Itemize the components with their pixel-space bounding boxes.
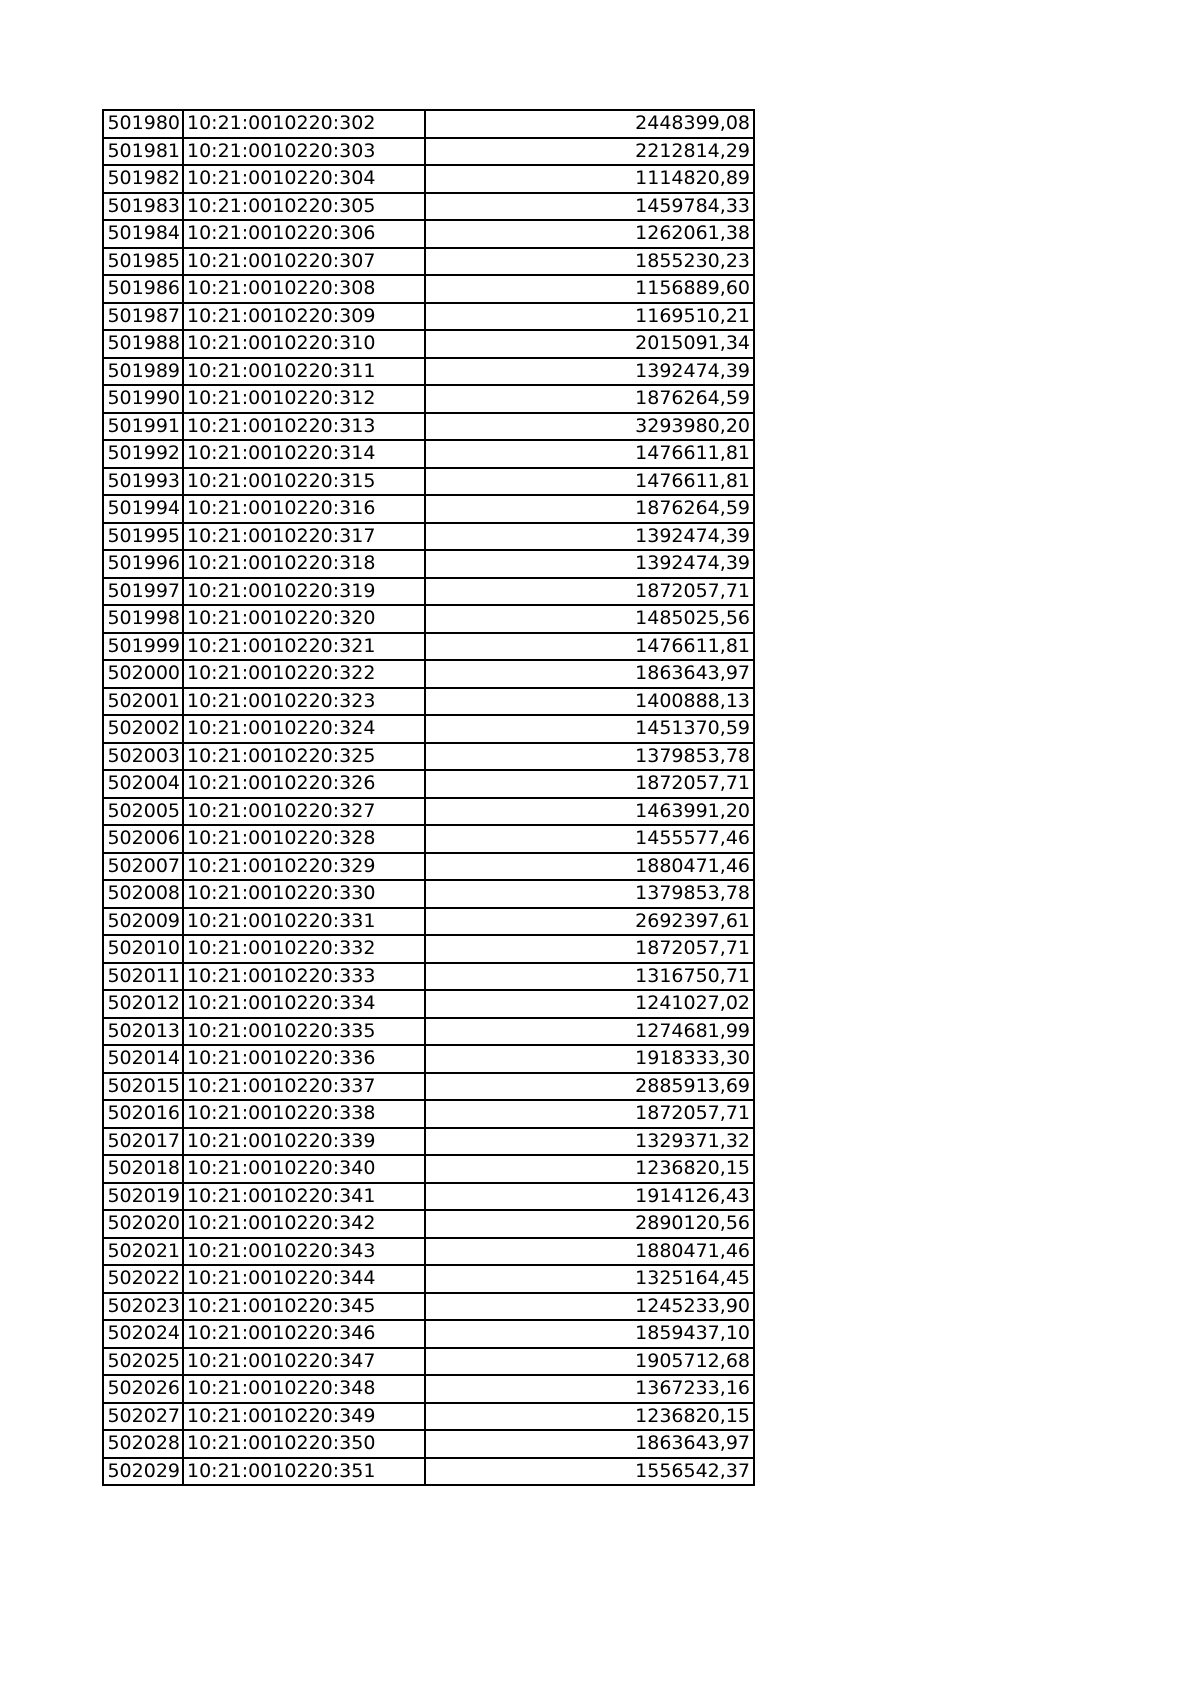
value-cell: 1876264,59: [425, 495, 754, 523]
table-row: [103, 1375, 754, 1403]
cadastral-number-cell: 10:21:0010220:313: [183, 413, 425, 441]
cadastral-number-cell: 10:21:0010220:329: [183, 853, 425, 881]
row-number-cell: 502026: [103, 1375, 183, 1403]
row-number-cell: 502007: [103, 853, 183, 881]
cadastral-number-cell: 10:21:0010220:314: [183, 440, 425, 468]
cadastral-number-cell: 10:21:0010220:350: [183, 1430, 425, 1458]
value-cell: 1316750,71: [425, 963, 754, 991]
cadastral-number-cell: 10:21:0010220:332: [183, 935, 425, 963]
value-cell: 1872057,71: [425, 578, 754, 606]
cadastral-number-cell: 10:21:0010220:326: [183, 770, 425, 798]
table-row: [103, 1320, 754, 1348]
value-cell: 1274681,99: [425, 1018, 754, 1046]
row-number-cell: 502006: [103, 825, 183, 853]
table-row: [103, 248, 754, 276]
table-row: [103, 1238, 754, 1266]
row-number-cell: 502025: [103, 1348, 183, 1376]
cadastral-number-cell: 10:21:0010220:317: [183, 523, 425, 551]
table-row: [103, 1458, 754, 1486]
table-row: [103, 385, 754, 413]
cadastral-number-cell: 10:21:0010220:324: [183, 715, 425, 743]
cadastral-number-cell: 10:21:0010220:349: [183, 1403, 425, 1431]
value-cell: 1392474,39: [425, 550, 754, 578]
cadastral-number-cell: 10:21:0010220:339: [183, 1128, 425, 1156]
row-number-cell: 501995: [103, 523, 183, 551]
cadastral-number-cell: 10:21:0010220:333: [183, 963, 425, 991]
row-number-cell: 501989: [103, 358, 183, 386]
table-row: [103, 330, 754, 358]
row-number-cell: 502020: [103, 1210, 183, 1238]
value-cell: 1455577,46: [425, 825, 754, 853]
value-cell: 1914126,43: [425, 1183, 754, 1211]
cadastral-number-cell: 10:21:0010220:315: [183, 468, 425, 496]
cadastral-number-cell: 10:21:0010220:302: [183, 110, 425, 138]
table-row: [103, 468, 754, 496]
table-row: [103, 110, 754, 138]
value-cell: 1476611,81: [425, 468, 754, 496]
value-cell: 1863643,97: [425, 1430, 754, 1458]
cadastral-number-cell: 10:21:0010220:307: [183, 248, 425, 276]
cadastral-number-cell: 10:21:0010220:343: [183, 1238, 425, 1266]
table-row: [103, 440, 754, 468]
table-row: [103, 1073, 754, 1101]
cadastral-number-cell: 10:21:0010220:337: [183, 1073, 425, 1101]
table-row: [103, 1018, 754, 1046]
value-cell: 1325164,45: [425, 1265, 754, 1293]
row-number-cell: 501990: [103, 385, 183, 413]
row-number-cell: 502001: [103, 688, 183, 716]
value-cell: 1245233,90: [425, 1293, 754, 1321]
row-number-cell: 501991: [103, 413, 183, 441]
table-row: [103, 1430, 754, 1458]
cadastral-number-cell: 10:21:0010220:335: [183, 1018, 425, 1046]
value-cell: 1379853,78: [425, 743, 754, 771]
cadastral-number-cell: 10:21:0010220:303: [183, 138, 425, 166]
table-row: [103, 798, 754, 826]
cadastral-number-cell: 10:21:0010220:328: [183, 825, 425, 853]
row-number-cell: 501997: [103, 578, 183, 606]
value-cell: 1156889,60: [425, 275, 754, 303]
row-number-cell: 502019: [103, 1183, 183, 1211]
value-cell: 1880471,46: [425, 1238, 754, 1266]
row-number-cell: 502017: [103, 1128, 183, 1156]
table-row: [103, 605, 754, 633]
table-row: [103, 770, 754, 798]
cadastral-number-cell: 10:21:0010220:341: [183, 1183, 425, 1211]
cadastral-number-cell: 10:21:0010220:321: [183, 633, 425, 661]
cadastral-number-cell: 10:21:0010220:304: [183, 165, 425, 193]
row-number-cell: 502022: [103, 1265, 183, 1293]
table-row: [103, 1128, 754, 1156]
value-cell: 1169510,21: [425, 303, 754, 331]
cadastral-number-cell: 10:21:0010220:351: [183, 1458, 425, 1486]
cadastral-number-cell: 10:21:0010220:334: [183, 990, 425, 1018]
table-row: [103, 825, 754, 853]
table-row: [103, 1265, 754, 1293]
cadastral-number-cell: 10:21:0010220:340: [183, 1155, 425, 1183]
table-row: [103, 715, 754, 743]
row-number-cell: 502021: [103, 1238, 183, 1266]
cadastral-number-cell: 10:21:0010220:310: [183, 330, 425, 358]
row-number-cell: 501985: [103, 248, 183, 276]
value-cell: 1392474,39: [425, 358, 754, 386]
row-number-cell: 501980: [103, 110, 183, 138]
table-row: [103, 523, 754, 551]
value-cell: 1262061,38: [425, 220, 754, 248]
table-row: [103, 138, 754, 166]
table-row: [103, 1183, 754, 1211]
cadastral-number-cell: 10:21:0010220:327: [183, 798, 425, 826]
cadastral-number-cell: 10:21:0010220:338: [183, 1100, 425, 1128]
table-row: [103, 358, 754, 386]
table-row: [103, 413, 754, 441]
cadastral-number-cell: 10:21:0010220:348: [183, 1375, 425, 1403]
cadastral-number-cell: 10:21:0010220:342: [183, 1210, 425, 1238]
cadastral-number-cell: 10:21:0010220:312: [183, 385, 425, 413]
value-cell: 1463991,20: [425, 798, 754, 826]
row-number-cell: 502004: [103, 770, 183, 798]
cadastral-number-cell: 10:21:0010220:336: [183, 1045, 425, 1073]
value-cell: 2015091,34: [425, 330, 754, 358]
cadastral-number-cell: 10:21:0010220:308: [183, 275, 425, 303]
value-cell: 1872057,71: [425, 935, 754, 963]
value-cell: 1556542,37: [425, 1458, 754, 1486]
value-cell: 1236820,15: [425, 1155, 754, 1183]
row-number-cell: 502028: [103, 1430, 183, 1458]
table-row: [103, 1045, 754, 1073]
value-cell: 1863643,97: [425, 660, 754, 688]
row-number-cell: 502000: [103, 660, 183, 688]
value-cell: 1876264,59: [425, 385, 754, 413]
row-number-cell: 502016: [103, 1100, 183, 1128]
row-number-cell: 502003: [103, 743, 183, 771]
value-cell: 1459784,33: [425, 193, 754, 221]
value-cell: 2890120,56: [425, 1210, 754, 1238]
row-number-cell: 502009: [103, 908, 183, 936]
cadastral-number-cell: 10:21:0010220:346: [183, 1320, 425, 1348]
table-row: [103, 1293, 754, 1321]
table-row: [103, 990, 754, 1018]
cadastral-number-cell: 10:21:0010220:319: [183, 578, 425, 606]
cadastral-number-cell: 10:21:0010220:306: [183, 220, 425, 248]
table-row: [103, 660, 754, 688]
row-number-cell: 501993: [103, 468, 183, 496]
table-row: [103, 1155, 754, 1183]
table-row: [103, 220, 754, 248]
table-row: [103, 578, 754, 606]
row-number-cell: 501992: [103, 440, 183, 468]
row-number-cell: 502027: [103, 1403, 183, 1431]
table-row: [103, 550, 754, 578]
value-cell: 1476611,81: [425, 633, 754, 661]
row-number-cell: 502023: [103, 1293, 183, 1321]
row-number-cell: 502008: [103, 880, 183, 908]
value-cell: 1485025,56: [425, 605, 754, 633]
cadastral-number-cell: 10:21:0010220:330: [183, 880, 425, 908]
value-cell: 1367233,16: [425, 1375, 754, 1403]
value-cell: 1241027,02: [425, 990, 754, 1018]
table-row: [103, 1348, 754, 1376]
value-cell: 2448399,08: [425, 110, 754, 138]
table-row: [103, 1100, 754, 1128]
value-cell: 1451370,59: [425, 715, 754, 743]
cadastral-number-cell: 10:21:0010220:318: [183, 550, 425, 578]
value-cell: 1114820,89: [425, 165, 754, 193]
value-cell: 1400888,13: [425, 688, 754, 716]
value-cell: 1905712,68: [425, 1348, 754, 1376]
table-row: [103, 963, 754, 991]
table-row: [103, 303, 754, 331]
cadastral-number-cell: 10:21:0010220:320: [183, 605, 425, 633]
row-number-cell: 502010: [103, 935, 183, 963]
row-number-cell: 502005: [103, 798, 183, 826]
cadastral-number-cell: 10:21:0010220:311: [183, 358, 425, 386]
table-row: [103, 495, 754, 523]
cadastral-number-cell: 10:21:0010220:331: [183, 908, 425, 936]
row-number-cell: 501983: [103, 193, 183, 221]
row-number-cell: 501998: [103, 605, 183, 633]
table-body: [103, 110, 754, 1485]
cadastral-number-cell: 10:21:0010220:316: [183, 495, 425, 523]
row-number-cell: 502011: [103, 963, 183, 991]
value-cell: 2212814,29: [425, 138, 754, 166]
table-row: [103, 908, 754, 936]
row-number-cell: 502002: [103, 715, 183, 743]
cadastral-number-cell: 10:21:0010220:322: [183, 660, 425, 688]
cadastral-number-cell: 10:21:0010220:323: [183, 688, 425, 716]
cadastral-number-cell: 10:21:0010220:347: [183, 1348, 425, 1376]
table-row: [103, 275, 754, 303]
row-number-cell: 502024: [103, 1320, 183, 1348]
cadastral-number-cell: 10:21:0010220:345: [183, 1293, 425, 1321]
value-cell: 1379853,78: [425, 880, 754, 908]
value-cell: 1880471,46: [425, 853, 754, 881]
value-cell: 1329371,32: [425, 1128, 754, 1156]
value-cell: 3293980,20: [425, 413, 754, 441]
value-cell: 1855230,23: [425, 248, 754, 276]
value-cell: 2692397,61: [425, 908, 754, 936]
cadastral-number-cell: 10:21:0010220:325: [183, 743, 425, 771]
cadastral-number-cell: 10:21:0010220:309: [183, 303, 425, 331]
row-number-cell: 502012: [103, 990, 183, 1018]
row-number-cell: 501996: [103, 550, 183, 578]
row-number-cell: 502029: [103, 1458, 183, 1486]
value-cell: 1859437,10: [425, 1320, 754, 1348]
table-row: [103, 880, 754, 908]
table-row: [103, 743, 754, 771]
value-cell: 1872057,71: [425, 1100, 754, 1128]
row-number-cell: 502014: [103, 1045, 183, 1073]
value-cell: 1476611,81: [425, 440, 754, 468]
table-row: [103, 193, 754, 221]
cadastral-number-cell: 10:21:0010220:305: [183, 193, 425, 221]
table-row: [103, 1210, 754, 1238]
value-cell: 1236820,15: [425, 1403, 754, 1431]
value-cell: 1872057,71: [425, 770, 754, 798]
value-cell: 2885913,69: [425, 1073, 754, 1101]
row-number-cell: 502015: [103, 1073, 183, 1101]
table-row: [103, 688, 754, 716]
row-number-cell: 501988: [103, 330, 183, 358]
value-cell: 1392474,39: [425, 523, 754, 551]
table-row: [103, 935, 754, 963]
cadastral-number-cell: 10:21:0010220:344: [183, 1265, 425, 1293]
row-number-cell: 501999: [103, 633, 183, 661]
table-row: [103, 853, 754, 881]
row-number-cell: 502018: [103, 1155, 183, 1183]
row-number-cell: 501986: [103, 275, 183, 303]
row-number-cell: 501987: [103, 303, 183, 331]
row-number-cell: 501981: [103, 138, 183, 166]
row-number-cell: 501982: [103, 165, 183, 193]
cadastral-value-table: [102, 109, 755, 1486]
row-number-cell: 501994: [103, 495, 183, 523]
row-number-cell: 501984: [103, 220, 183, 248]
table-row: [103, 633, 754, 661]
value-cell: 1918333,30: [425, 1045, 754, 1073]
row-number-cell: 502013: [103, 1018, 183, 1046]
table-row: [103, 1403, 754, 1431]
table-row: [103, 165, 754, 193]
